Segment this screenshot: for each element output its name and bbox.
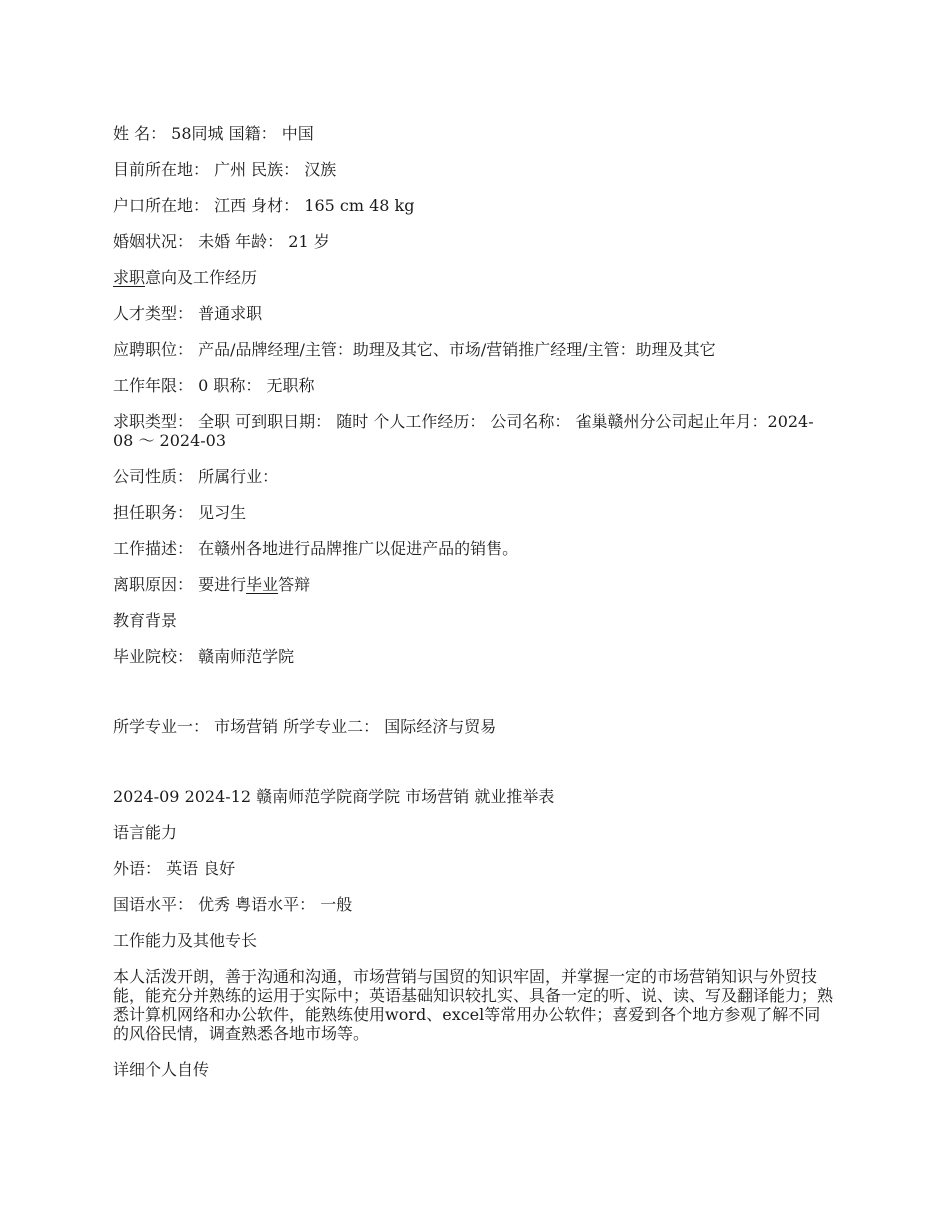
job-type-line: 求职类型： 全职 可到职日期： 随时 个人工作经历： 公司名称： 雀巢赣州分公司起止年月：2024-08 ～ 2024-03 [113, 412, 814, 450]
job-heading-underlined: 求职 [113, 268, 146, 287]
education-record-line: 2024-09 2024-12 赣南师范学院商学院 市场营销 就业推举表 [113, 787, 555, 806]
skills-paragraph: 本人活泼开朗，善于沟通和沟通，市场营销与国贸的知识牢固，并掌握一定的市场营销知识与外贸技能，能充分并熟练的运用于实际中；英语基础知识较扎实、具备一定的听、说、读、写及翻译能力；熟悉计算机网络和办公软件，能熟练使用word、excel等常用办公软件；喜爱到各个地方参观了解不同的风俗民情，调查熟悉各地市场等。 [113, 967, 834, 1043]
duty-line: 担任职务： 见习生 [113, 503, 247, 522]
section-job-heading [113, 268, 833, 287]
job-heading-rest: 意向及工作经历 [145, 268, 258, 287]
location-ethnicity-line: 目前所在地： 广州 民族： 汉族 [113, 160, 337, 179]
work-years-line: 工作年限： 0 职称： 无职称 [113, 376, 315, 395]
leave-reason-underlined: 毕业 [246, 575, 279, 594]
hukou-body-line: 户口所在地： 江西 身材： 165 cm 48 kg [113, 196, 415, 215]
position-line: 应聘职位： 产品/品牌经理/主管：助理及其它、市场/营销推广经理/主管：助理及其它 [113, 340, 716, 359]
leave-reason-pre: 离职原因： 要进行 [113, 575, 247, 594]
school-line: 毕业院校： 赣南师范学院 [113, 647, 295, 666]
foreign-language-line: 外语： 英语 良好 [113, 859, 236, 878]
marital-age-line: 婚姻状况： 未婚 年龄： 21 岁 [113, 232, 330, 251]
mandarin-cantonese-line: 国语水平： 优秀 粤语水平： 一般 [113, 895, 353, 914]
leave-reason-line [113, 575, 833, 594]
major-line: 所学专业一： 市场营销 所学专业二： 国际经济与贸易 [113, 717, 497, 736]
talent-type-line: 人才类型： 普通求职 [113, 304, 263, 323]
leave-reason-post: 答辩 [278, 575, 311, 594]
section-language-heading: 语言能力 [113, 823, 178, 842]
company-nature-line: 公司性质： 所属行业： [113, 467, 279, 486]
section-education-heading: 教育背景 [113, 611, 178, 630]
work-description-line: 工作描述： 在赣州各地进行品牌推广以促进产品的销售。 [113, 539, 519, 558]
section-bio-heading: 详细个人自传 [113, 1060, 210, 1079]
resume-document [113, 124, 833, 1096]
section-skills-heading: 工作能力及其他专长 [113, 931, 258, 950]
name-nationality-line: 姓 名： 58同城 国籍： 中国 [113, 124, 314, 143]
